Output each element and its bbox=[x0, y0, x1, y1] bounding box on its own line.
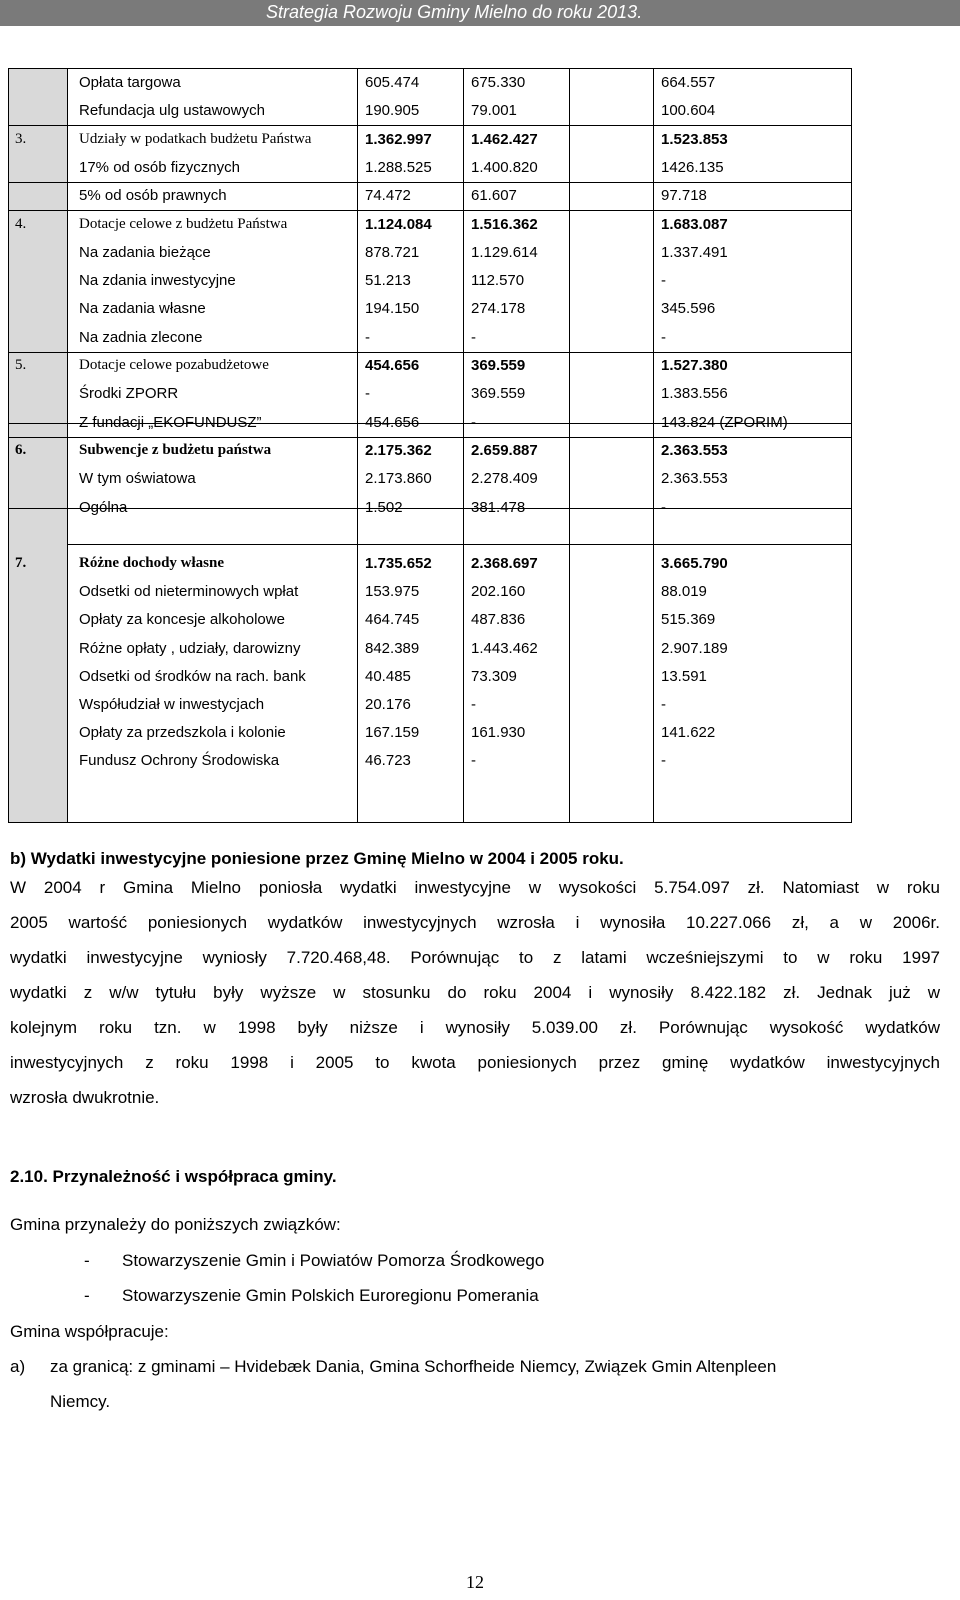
row-label: Ogólna bbox=[79, 498, 128, 516]
value-2005: 675.330 bbox=[471, 74, 526, 91]
value-2006: 141.622 bbox=[661, 724, 716, 742]
value-2006: 100.604 bbox=[661, 102, 716, 120]
value-2005: 1.516.362 bbox=[471, 215, 538, 233]
table-row bbox=[9, 606, 851, 634]
table-row bbox=[9, 211, 851, 239]
row-label: Opłaty za koncesje alkoholowe bbox=[79, 611, 285, 629]
list-dash: - bbox=[84, 1286, 90, 1305]
value-2005: 79.001 bbox=[471, 102, 517, 120]
row-label: Udziały w podatkach budżetu Państwa bbox=[79, 130, 312, 147]
page-number: 12 bbox=[466, 1572, 484, 1592]
value-2004: - bbox=[365, 328, 370, 346]
table-row bbox=[9, 239, 851, 267]
value-2006: 1.523.853 bbox=[661, 130, 728, 148]
value-2006: 13.591 bbox=[661, 667, 707, 685]
table-row bbox=[9, 69, 851, 97]
table-row bbox=[9, 465, 851, 493]
value-2005: 2.659.887 bbox=[471, 441, 538, 459]
row-label: Odsetki od środków na rach. bank bbox=[79, 667, 306, 685]
list-dash: - bbox=[84, 1251, 90, 1270]
value-2005: - bbox=[471, 752, 476, 770]
value-2004: 1.735.652 bbox=[365, 555, 432, 572]
row-number: 3. bbox=[15, 130, 27, 147]
value-2005: 61.607 bbox=[471, 187, 517, 205]
row-separator bbox=[9, 508, 851, 509]
row-label: Różne dochody własne bbox=[79, 555, 225, 571]
table-row bbox=[9, 550, 851, 578]
value-2005: 1.400.820 bbox=[471, 158, 538, 176]
row-separator bbox=[9, 423, 851, 424]
value-2006: 664.557 bbox=[661, 74, 716, 91]
value-2004: 51.213 bbox=[365, 272, 411, 290]
value-2005: 202.160 bbox=[471, 583, 526, 601]
paragraph-line: inwestycyjnych z roku 1998 i 2005 to kwota poniesionych przez gminę wydatków inwestycyjnych bbox=[10, 1053, 940, 1072]
value-2004: 1.288.525 bbox=[365, 158, 432, 176]
value-2004: 454.656 bbox=[365, 357, 420, 374]
value-2006: 1.527.380 bbox=[661, 357, 728, 374]
row-label: Odsetki od nieterminowych wpłat bbox=[79, 583, 299, 601]
value-2005: 73.309 bbox=[471, 667, 517, 685]
value-2004: 1.124.084 bbox=[365, 215, 432, 233]
row-separator bbox=[9, 125, 851, 126]
value-2006: - bbox=[661, 498, 666, 516]
table-row bbox=[9, 437, 851, 465]
cooperation-line: za granicą: z gminami – Hvidebæk Dania, Gmina Schorfheide Niemcy, Związek Gmin Altenpleen bbox=[50, 1357, 777, 1376]
row-number: 7. bbox=[15, 555, 27, 571]
value-2006: - bbox=[661, 272, 666, 290]
table-row bbox=[9, 747, 851, 775]
paragraph-line: wydatki z w/w tytułu były wyższe w stosunku do roku 2004 i wynosiły 8.422.182 zł. Jednak już w bbox=[10, 983, 940, 1002]
value-2004: 878.721 bbox=[365, 243, 420, 261]
table-row bbox=[9, 352, 851, 380]
table-row bbox=[9, 691, 851, 719]
value-2005: 1.129.614 bbox=[471, 243, 538, 261]
cooperation-line: Niemcy. bbox=[50, 1392, 111, 1411]
value-2005: 2.278.409 bbox=[471, 470, 538, 488]
cooperation-marker: a) bbox=[10, 1357, 26, 1376]
row-label: Na zdania inwestycyjne bbox=[79, 272, 236, 290]
value-2006: 2.363.553 bbox=[661, 470, 728, 488]
value-2005: 274.178 bbox=[471, 300, 526, 318]
value-2006: - bbox=[661, 696, 666, 713]
table-row bbox=[9, 380, 851, 408]
value-2004: 46.723 bbox=[365, 752, 411, 770]
value-2006: 88.019 bbox=[661, 583, 707, 601]
paragraph-line: wzrosła dwukrotnie. bbox=[10, 1088, 160, 1107]
value-2004: 605.474 bbox=[365, 74, 420, 91]
value-2005: 369.559 bbox=[471, 357, 526, 374]
row-label: Na zadnia zlecone bbox=[79, 328, 203, 346]
row-label: Współudział w inwestycjach bbox=[79, 696, 265, 713]
value-2005: 112.570 bbox=[471, 272, 525, 290]
value-2004: 20.176 bbox=[365, 696, 411, 713]
table-row bbox=[9, 182, 851, 210]
value-2004: 842.389 bbox=[365, 639, 420, 657]
table-row bbox=[9, 663, 851, 691]
value-2006: 1.383.556 bbox=[661, 385, 728, 403]
value-2005: - bbox=[471, 328, 476, 346]
value-2004: - bbox=[365, 385, 370, 403]
table-row bbox=[9, 126, 851, 154]
value-2005: - bbox=[471, 696, 476, 713]
value-2004: 190.905 bbox=[365, 102, 420, 120]
row-separator bbox=[9, 352, 851, 353]
value-2006: - bbox=[661, 328, 666, 346]
document-header bbox=[0, 0, 960, 26]
row-label: Z fundacji „EKOFUNDUSZ” bbox=[79, 413, 262, 431]
row-label: 17% od osób fizycznych bbox=[79, 158, 240, 176]
revenue-table-part-1 bbox=[8, 68, 852, 545]
row-separator bbox=[9, 210, 851, 211]
value-2005: 1.443.462 bbox=[471, 639, 538, 657]
value-2004: 1.502 bbox=[365, 498, 403, 516]
value-2005: 381.478 bbox=[471, 498, 526, 516]
row-separator bbox=[9, 182, 851, 183]
table-row bbox=[9, 578, 851, 606]
value-2004: 2.173.860 bbox=[365, 470, 432, 488]
row-number: 4. bbox=[15, 215, 27, 232]
value-2005: 2.368.697 bbox=[471, 555, 538, 572]
value-2006: 143.824 (ZPORIM) bbox=[661, 413, 788, 431]
value-2004: 194.150 bbox=[365, 300, 420, 318]
value-2004: 464.745 bbox=[365, 611, 420, 629]
value-2005: 1.462.427 bbox=[471, 130, 538, 148]
value-2006: 2.907.189 bbox=[661, 639, 728, 657]
table-row bbox=[9, 97, 851, 125]
row-label: Dotacje celowe pozabudżetowe bbox=[79, 357, 269, 373]
revenue-table-part-2 bbox=[8, 544, 852, 823]
value-2005: 369.559 bbox=[471, 385, 526, 403]
row-label: Fundusz Ochrony Środowiska bbox=[79, 752, 280, 770]
value-2006: 515.369 bbox=[661, 611, 716, 629]
paragraph-line: wydatki inwestycyjne wyniosły 7.720.468,48. Porównując to z latami wcześniejszymi to w roku 1997 bbox=[10, 948, 940, 967]
member-association: Stowarzyszenie Gmin Polskich Euroregionu Pomerania bbox=[122, 1286, 539, 1305]
value-2006: 1426.135 bbox=[661, 158, 724, 176]
section-b-paragraph bbox=[10, 870, 940, 1115]
value-2006: 2.363.553 bbox=[661, 441, 728, 459]
row-number: 5. bbox=[15, 357, 27, 373]
table-row bbox=[9, 324, 851, 352]
value-2004: 454.656 bbox=[365, 413, 420, 431]
header-title: Strategia Rozwoju Gminy Mielno do roku 2013. bbox=[266, 2, 643, 22]
row-label: 5% od osób prawnych bbox=[79, 187, 227, 205]
table-row bbox=[9, 154, 851, 182]
cooperation-intro: Gmina współpracuje: bbox=[10, 1322, 169, 1341]
table-row bbox=[9, 635, 851, 663]
value-2006: 3.665.790 bbox=[661, 555, 728, 572]
member-association: Stowarzyszenie Gmin i Powiatów Pomorza Środkowego bbox=[122, 1251, 545, 1270]
table-row bbox=[9, 719, 851, 747]
value-2005: 161.930 bbox=[471, 724, 526, 742]
value-2004: 74.472 bbox=[365, 187, 411, 205]
value-2004: 1.362.997 bbox=[365, 130, 432, 148]
value-2004: 153.975 bbox=[365, 583, 420, 601]
value-2005: 487.836 bbox=[471, 611, 526, 629]
row-label: Subwencje z budżetu państwa bbox=[79, 441, 272, 458]
row-label: Dotacje celowe z budżetu Państwa bbox=[79, 215, 288, 232]
row-label: Różne opłaty , udziały, darowizny bbox=[79, 639, 301, 657]
value-2004: 2.175.362 bbox=[365, 441, 432, 459]
table-row bbox=[9, 295, 851, 323]
value-2004: 40.485 bbox=[365, 667, 411, 685]
value-2006: 1.337.491 bbox=[661, 243, 728, 261]
value-2006: - bbox=[661, 752, 666, 770]
row-label: Opłata targowa bbox=[79, 74, 181, 91]
row-label: Refundacja ulg ustawowych bbox=[79, 102, 265, 120]
value-2005: - bbox=[471, 413, 476, 431]
row-label: Opłaty za przedszkola i kolonie bbox=[79, 724, 286, 742]
section-b-heading: b) Wydatki inwestycyjne poniesione przez Gminę Mielno w 2004 i 2005 roku. bbox=[10, 849, 624, 868]
value-2006: 1.683.087 bbox=[661, 215, 728, 233]
paragraph-line: W 2004 r Gmina Mielno poniosła wydatki inwestycyjne w wysokości 5.754.097 zł. Natomiast w roku bbox=[10, 878, 940, 897]
row-label: Środki ZPORR bbox=[79, 385, 179, 403]
section-210-heading: 2.10. Przynależność i współpraca gminy. bbox=[10, 1167, 337, 1186]
row-label: Na zadania własne bbox=[79, 300, 206, 318]
row-separator bbox=[9, 437, 851, 438]
paragraph-line: 2005 wartość poniesionych wydatków inwestycyjnych wzrosła i wynosiła 10.227.066 zł, a w 2006r. bbox=[10, 913, 940, 932]
membership-intro: Gmina przynależy do poniższych związków: bbox=[10, 1215, 341, 1234]
table-row bbox=[9, 267, 851, 295]
value-2006: 345.596 bbox=[661, 300, 716, 318]
row-label: Na zadania bieżące bbox=[79, 243, 211, 261]
row-number: 6. bbox=[15, 441, 27, 458]
value-2004: 167.159 bbox=[365, 724, 420, 742]
value-2006: 97.718 bbox=[661, 187, 707, 205]
row-label: W tym oświatowa bbox=[79, 470, 196, 488]
paragraph-line: kolejnym roku tzn. w 1998 były niższe i wynosiły 5.039.00 zł. Porównując wysokość wydatków bbox=[10, 1018, 940, 1037]
